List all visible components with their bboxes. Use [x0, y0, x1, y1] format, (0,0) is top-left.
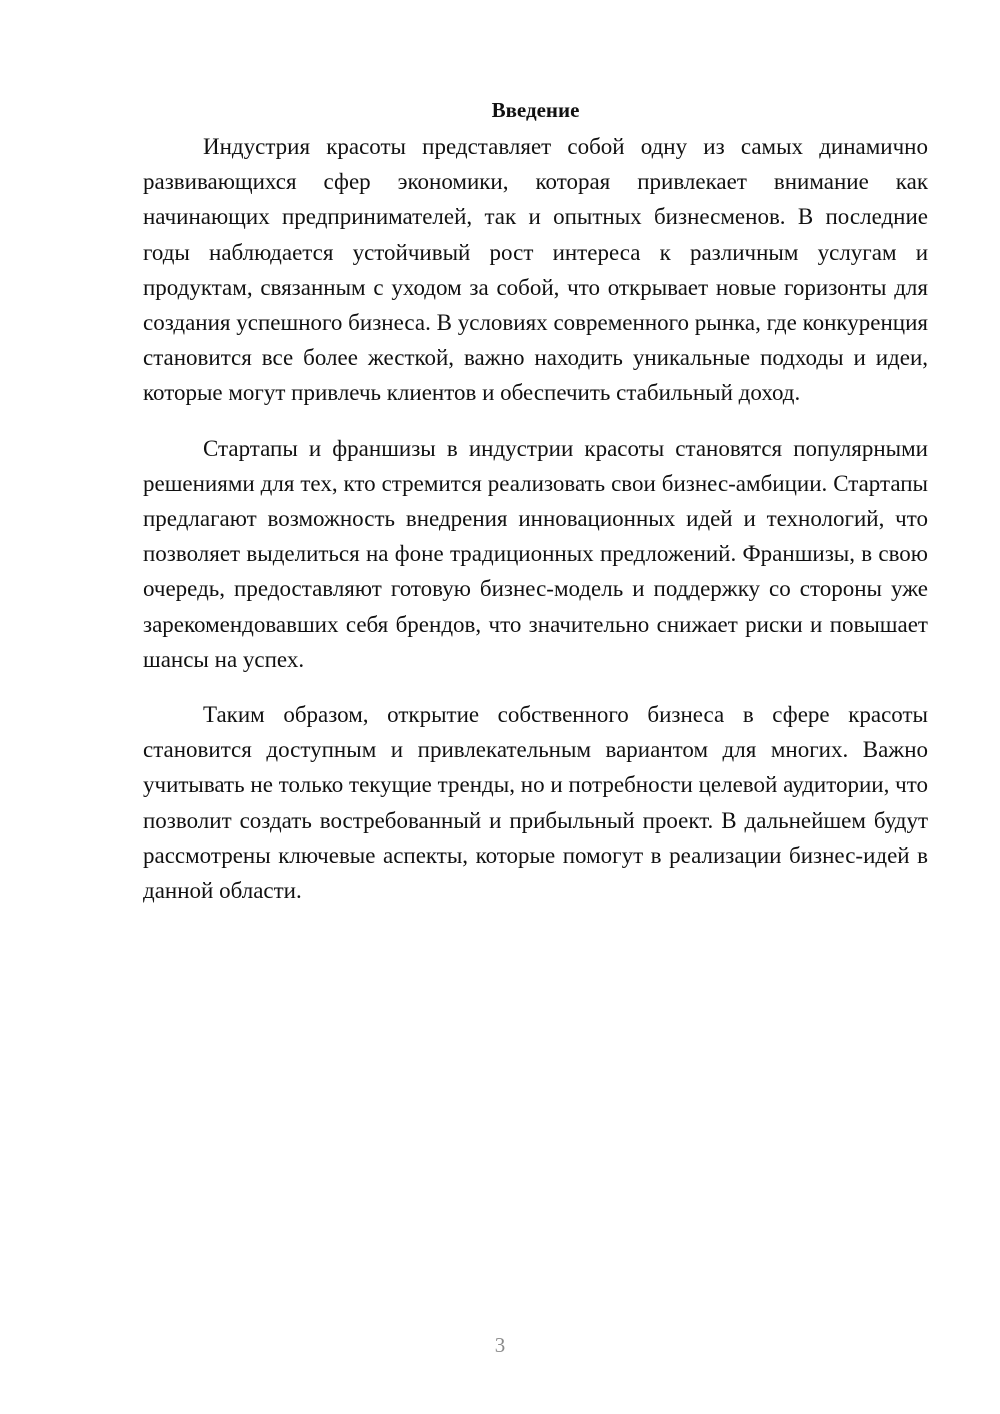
- page-content: [143, 95, 928, 928]
- paragraph-1: Индустрия красоты представляет собой одну из самых динамично развивающихся сфер экономики, которая привлекает внимание как начинающих предпринимателей, так и опытных бизнесменов. В последние годы наблюдается устойчивый рост интереса к различным услугам и продуктам, связанным с уходом за собой, что открывает новые горизонты для создания успешного бизнеса. В условиях современного рынка, где конкуренция становится все более жесткой, важно находить уникальные подходы и идеи, которые могут привлечь клиентов и обеспечить стабильный доход.: [143, 134, 928, 406]
- page-number: 3: [494, 1333, 506, 1357]
- paragraph-2: Стартапы и франшизы в индустрии красоты становятся популярными решениями для тех, кто стремится реализовать свои бизнес-амбиции. Стартапы предлагают возможность внедрения инновационных идей и технологий, что позволяет выделиться на фоне традиционных предложений. Франшизы, в свою очередь, предоставляют готовую бизнес-модель и поддержку со стороны уже зарекомендовавших себя брендов, что значительно снижает риски и повышает шансы на успех.: [143, 435, 928, 672]
- paragraph-3: Таким образом, открытие собственного бизнеса в сфере красоты становится доступным и привлекательным вариантом для многих. Важно учитывать не только текущие тренды, но и потребности целевой аудитории, что позволит создать востребованный и прибыльный проект. В дальнейшем будут рассмотрены ключевые аспекты, которые помогут в реализации бизнес-идей в данной области.: [143, 702, 928, 904]
- section-heading: Введение: [491, 98, 580, 122]
